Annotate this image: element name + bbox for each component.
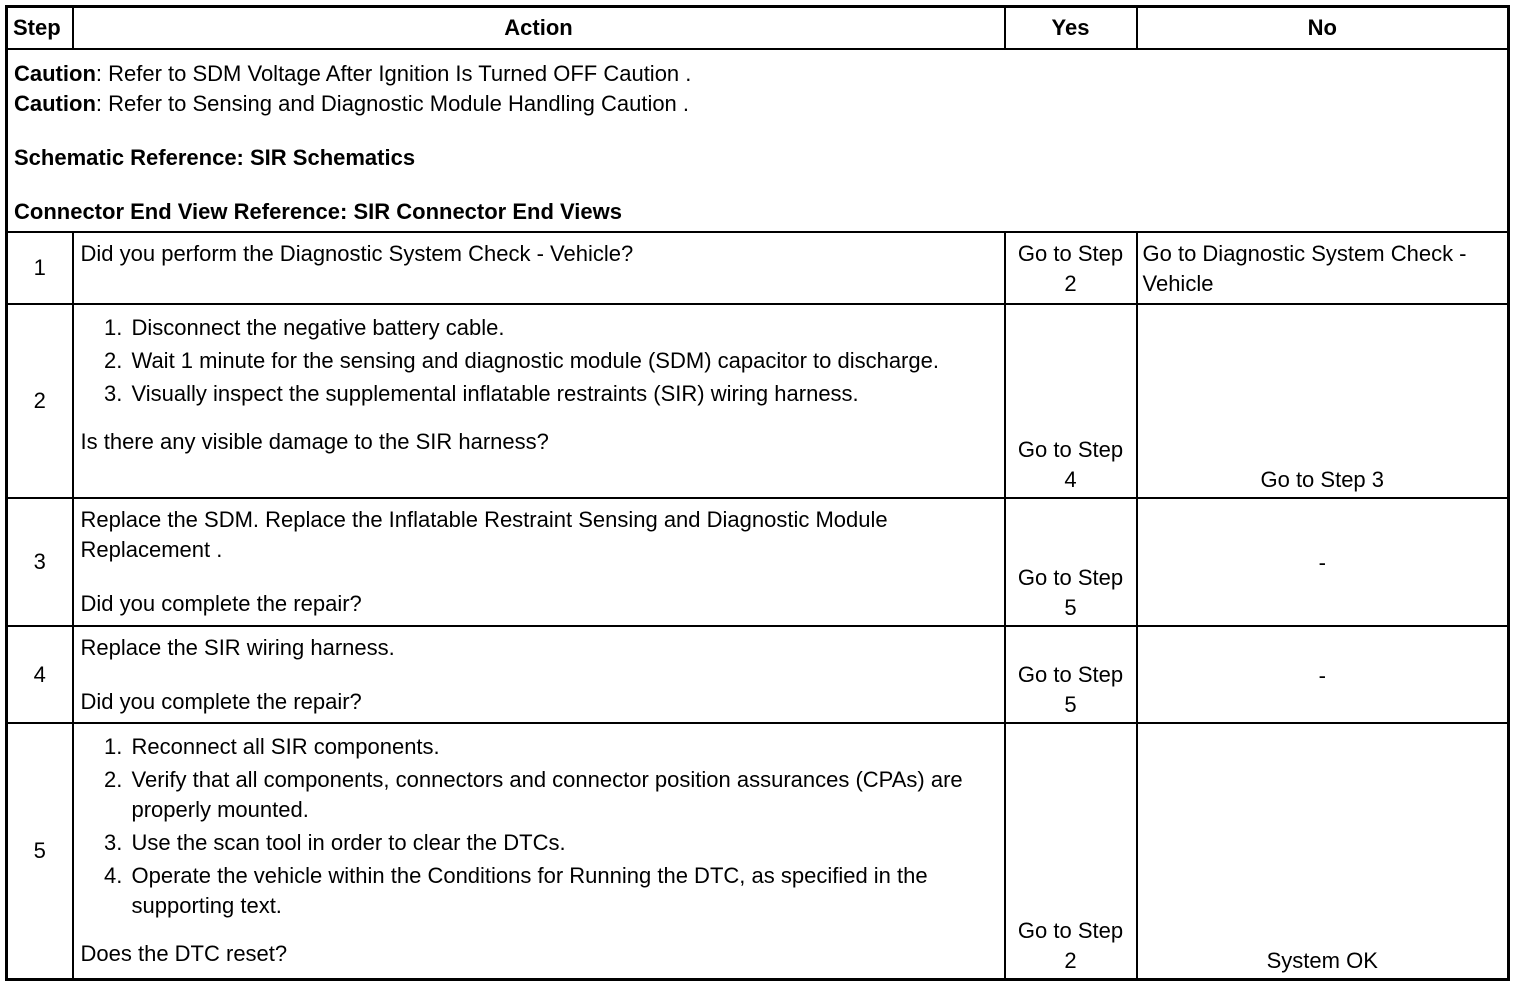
action-text: Replace the SIR wiring harness. (80, 635, 395, 660)
action-text: Did you perform the Diagnostic System Check - Vehicle? (80, 241, 634, 266)
intro-row (7, 49, 1509, 232)
step-number: 1 (7, 232, 73, 304)
caution-2-text: : Refer to Sensing and Diagnostic Module Handling Caution . (95, 91, 690, 116)
step-number: 3 (7, 498, 73, 626)
action-text: Replace the SDM. Replace the Inflatable Restraint Sensing and Diagnostic Module Replacement . (80, 507, 888, 562)
yes-result: Go to Step 2 (1005, 232, 1137, 304)
caution-label: Caution (14, 91, 96, 116)
list-item: 1. Reconnect all SIR components. (129, 732, 998, 762)
intro-cell (7, 49, 1509, 232)
header-row (7, 7, 1509, 50)
action-question: Is there any visible damage to the SIR harness? (80, 429, 549, 454)
action-question: Does the DTC reset? (80, 941, 288, 966)
schematic-reference: Schematic Reference: SIR Schematics (14, 145, 416, 170)
no-result: - (1137, 626, 1509, 723)
list-item: 2. Wait 1 minute for the sensing and diagnostic module (SDM) capacitor to discharge. (129, 346, 998, 376)
step-row-4 (7, 626, 1509, 723)
header-yes: Yes (1005, 7, 1137, 50)
list-item: 1. Disconnect the negative battery cable. (129, 313, 998, 343)
caution-label: Caution (14, 61, 96, 86)
action-steps-list (81, 313, 998, 409)
yes-result: Go to Step 4 (1005, 304, 1137, 498)
action-steps-list (81, 732, 998, 921)
step-number: 4 (7, 626, 73, 723)
step-row-5 (7, 723, 1509, 979)
action-question: Did you complete the repair? (80, 591, 362, 616)
no-result: Go to Diagnostic System Check - Vehicle (1137, 232, 1509, 304)
no-result: System OK (1137, 723, 1509, 979)
diagnostic-table (5, 5, 1510, 981)
step-action (73, 723, 1005, 979)
step-row-1 (7, 232, 1509, 304)
header-no: No (1137, 7, 1509, 50)
list-item: 2. Verify that all components, connectors and connector position assurances (CPAs) are properly mounted. (129, 765, 998, 825)
step-row-2 (7, 304, 1509, 498)
list-item: 3. Visually inspect the supplemental inflatable restraints (SIR) wiring harness. (129, 379, 998, 409)
yes-result: Go to Step 5 (1005, 498, 1137, 626)
step-action (73, 626, 1005, 723)
step-row-3 (7, 498, 1509, 626)
step-action (73, 232, 1005, 304)
yes-result: Go to Step 2 (1005, 723, 1137, 979)
caution-1 (14, 59, 1501, 89)
caution-2 (14, 89, 1501, 119)
list-item: 4. Operate the vehicle within the Conditions for Running the DTC, as specified in the supporting text. (129, 861, 998, 921)
connector-reference: Connector End View Reference: SIR Connector End Views (14, 199, 622, 224)
step-number: 5 (7, 723, 73, 979)
step-action (73, 304, 1005, 498)
step-number: 2 (7, 304, 73, 498)
yes-result: Go to Step 5 (1005, 626, 1137, 723)
no-result: - (1137, 498, 1509, 626)
list-item: 3. Use the scan tool in order to clear the DTCs. (129, 828, 998, 858)
header-step: Step (7, 7, 73, 50)
step-action (73, 498, 1005, 626)
header-action: Action (73, 7, 1005, 50)
action-question: Did you complete the repair? (80, 689, 362, 714)
caution-1-text: : Refer to SDM Voltage After Ignition Is Turned OFF Caution . (95, 61, 692, 86)
no-result: Go to Step 3 (1137, 304, 1509, 498)
